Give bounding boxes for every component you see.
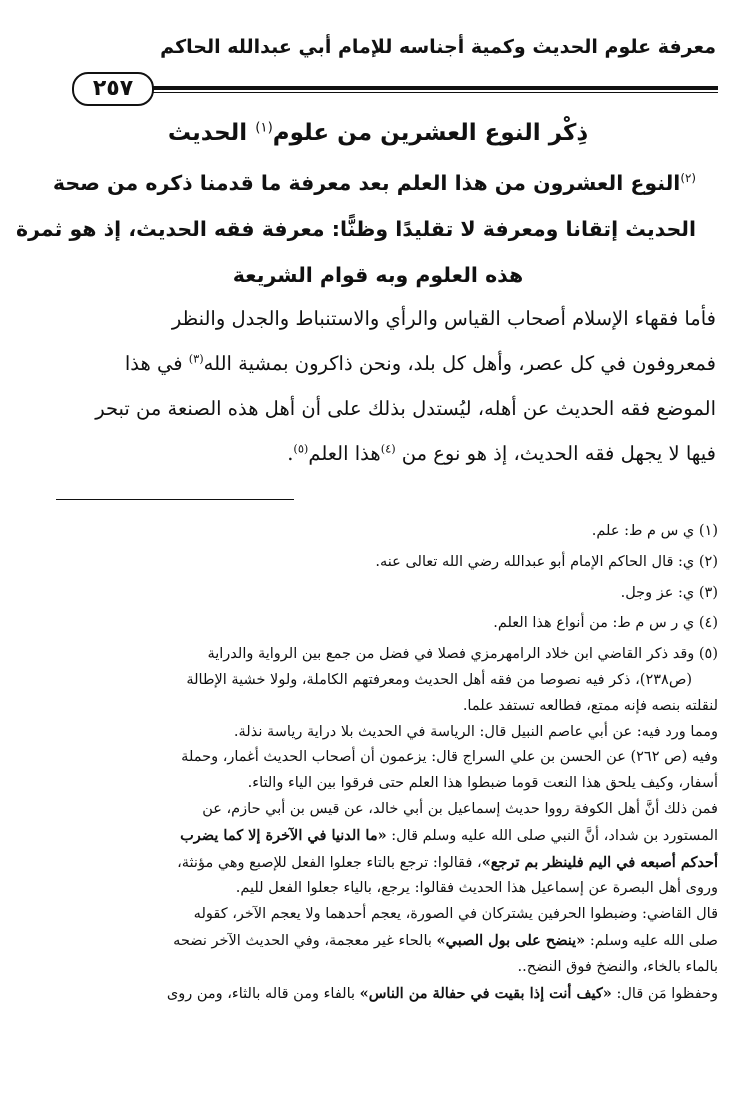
footnote-5-line: (ص٢٣٨)، ذكر فيه نصوصا من فقه أهل الحديث ومعرفتهم الكاملة، ولولا خشية الإطالة (186, 671, 692, 688)
footnote-5-line: وفيه (ص ٢٦٢) عن الحسن بن علي السراج قال: يزعمون أن أصحاب الحديث أغمار، وحملة (181, 749, 718, 766)
footnote-5-line: لنقلته بنصه فإنه ممتع، فطالعه تستفد علما. (462, 697, 718, 714)
body-line-text: هذا العلم (308, 442, 381, 465)
footnote-text: ، فقالوا: ترجع بالتاء جعلوا الفعل للإصبع وهي مؤنثة، (177, 854, 482, 871)
footnote-text: بالفاء ومن قاله بالثاء، ومن روى (166, 985, 360, 1002)
subheading-line-text: النوع العشرون من هذا العلم بعد معرفة ما قدمنا ذكره من صحة (52, 171, 681, 195)
body-line-text: في هذا (124, 352, 189, 375)
body-line (58, 341, 716, 386)
body-line: الموضع فقه الحديث عن أهله، ليُستدل بذلك على أن أهل هذه الصنعة من تبحر (95, 397, 716, 420)
chapter-title (40, 120, 716, 146)
page-number: ٢٥٧ (72, 72, 154, 106)
hadith-quote: «كيف أنت إذا بقيت في حفالة من الناس» (359, 984, 612, 1002)
body-line: فأما فقهاء الإسلام أصحاب القياس والرأي والاستنباط والجدل والنظر (171, 307, 716, 330)
footnote-1: (١) ي س م ط: علم. (591, 523, 718, 539)
body-line (58, 431, 716, 476)
footnote-5-line: وروى أهل البصرة عن إسماعيل هذا الحديث فقالوا: يرجع، بالياء جعلوا الفعل لليم. (235, 880, 718, 897)
footnote-5-line: فمن ذلك أنَّ أهل الكوفة رووا حديث إسماعيل بن أبي خالد، عن قيس بن أبي حازم، عن (202, 800, 718, 817)
footnote-ref-3: (٣) (188, 352, 204, 366)
footnote-5-line (52, 928, 718, 955)
hadith-quote: «ينضح على بول الصبي» (436, 931, 586, 949)
footnote-text: وحفظوا مَن قال: (611, 985, 718, 1002)
footnote-ref-2: (٢) (680, 171, 696, 186)
footnote-5-line (52, 823, 718, 850)
chapter-title-text: ذِكْر النوع العشرين من علوم (272, 120, 589, 146)
footnote-text: بالحاء غير معجمة، وفي الحديث الآخر نضحه (173, 932, 437, 949)
footnote-ref-4: (٤) (380, 442, 396, 456)
section-subheading (16, 160, 696, 298)
footnote-5-line: ومما ورد فيه: عن أبي عاصم النبيل قال: الرياسة في الحديث بلا دراية رياسة نذلة. (233, 723, 718, 740)
footnote-divider (56, 499, 294, 500)
footnote-5-line: أسفار، وكيف يلحق هذا النعت قوما ضبطوا هذا العلم حتى فرقوا بين الياء والتاء. (247, 775, 718, 792)
header-rule-thin (150, 92, 718, 93)
footnote-ref-5: (٥) (293, 442, 309, 456)
footnote-text: المستورد بن شداد، أنَّ النبي صلى الله عليه وسلم قال: (386, 827, 718, 844)
footnote-4: (٤) ي ر س م ط: من أنواع هذا العلم. (493, 615, 718, 632)
body-line-text: . (287, 442, 294, 465)
chapter-title-text-end: الحديث (167, 120, 256, 146)
header-rule (150, 86, 718, 90)
subheading-line: الحديث إتقانا ومعرفة لا تقليدًا وظنًّا: معرفة فقه الحديث، إذ هو ثمرة (16, 217, 696, 241)
body-text (58, 296, 716, 476)
hadith-quote: «ما الدنيا في الآخرة إلا كما يضرب (180, 826, 387, 844)
footnote-ref-1: (١) (255, 120, 273, 136)
footnote-5-line: قال القاضي: وضبطوا الحرفين يشتركان في الصورة، يعجم أحدهما ولا يعجم الآخر، كقوله (193, 906, 718, 923)
footnote-5-line (52, 850, 718, 877)
footnotes (52, 519, 718, 1007)
footnote-5: (٥) وقد ذكر القاضي ابن خلاد الرامهرمزي فصلا في فضل من جمع بين الرواية والدراية (207, 646, 718, 663)
footnote-3: (٣) ي: عز وجل. (620, 584, 718, 601)
footnote-5-line (52, 981, 718, 1008)
footnote-5-line: بالماء بالخاء، والنضخ فوق النضح.. (517, 958, 718, 975)
body-line-text: فيها لا يجهل فقه الحديث، إذ هو نوع من (395, 442, 716, 465)
footnote-2: (٢) ي: قال الحاكم الإمام أبو عبدالله رضي الله تعالى عنه. (375, 553, 718, 570)
running-head: معرفة علوم الحديث وكمية أجناسه للإمام أبي عبدالله الحاكم (160, 36, 716, 58)
hadith-quote: أحدكم أصبعه في اليم فلينظر بم ترجع» (481, 853, 718, 871)
page-header (0, 28, 756, 100)
subheading-line: هذه العلوم وبه قوام الشريعة (232, 263, 524, 287)
subheading-line (52, 160, 696, 206)
footnote-text: صلى الله عليه وسلم: (585, 932, 718, 949)
body-line-text: فمعروفون في كل عصر، وأهل كل بلد، ونحن ذاكرون بمشية الله (203, 352, 716, 375)
